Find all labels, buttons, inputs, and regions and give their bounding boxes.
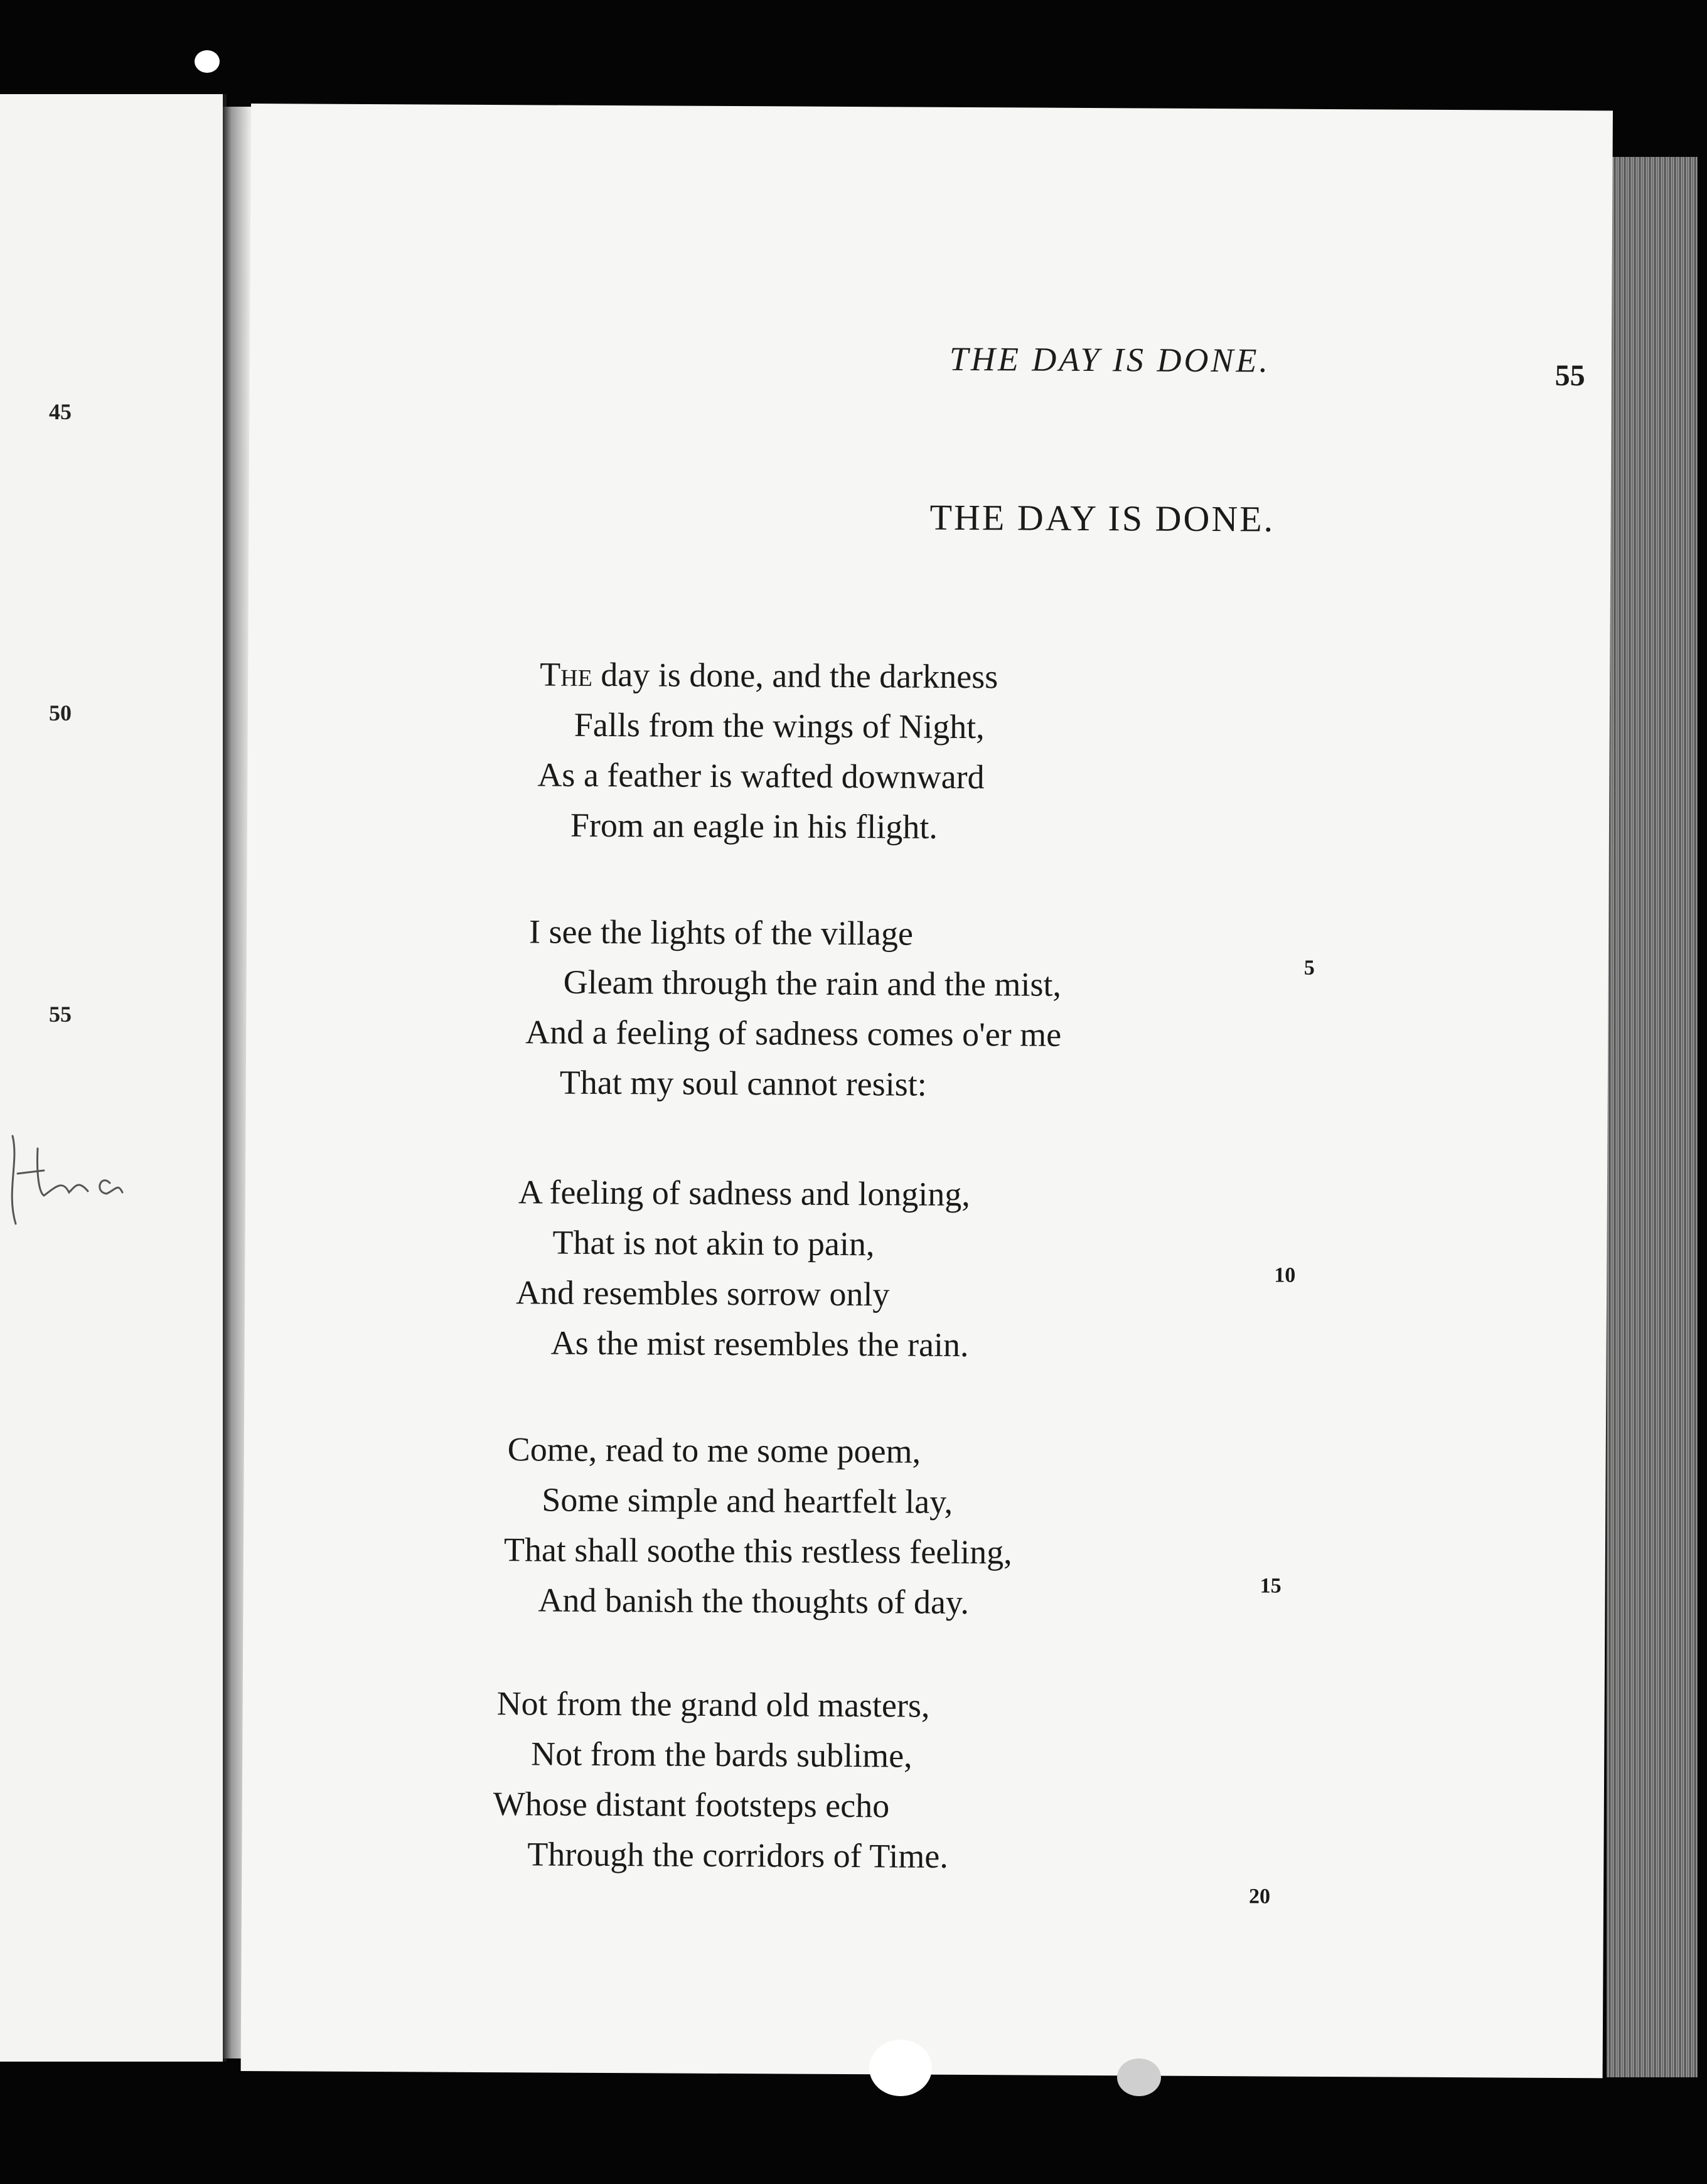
poem-line: Not from the grand old masters, — [496, 1684, 930, 1725]
poem-line: That my soul cannot resist: — [559, 1063, 927, 1103]
first-word: The — [540, 655, 593, 693]
line-number-15: 15 — [1260, 1574, 1282, 1598]
poem-line: Through the corridors of Time. — [527, 1835, 949, 1875]
poem-line: And resembles sorrow only — [515, 1273, 890, 1314]
poem-line: As a feather is wafted downward — [537, 756, 985, 796]
page-edges — [1607, 157, 1698, 2077]
poem-line: Come, read to me some poem, — [507, 1430, 921, 1470]
poem-line: That shall soothe this restless feeling, — [503, 1531, 1012, 1571]
poem-line: From an eagle in his flight. — [570, 806, 938, 846]
scan-speck — [869, 2040, 932, 2096]
left-margin-number-50: 50 — [49, 700, 72, 725]
handwritten-annotation — [0, 1123, 151, 1249]
poem-body — [241, 104, 1613, 2078]
poem-line: Not from the bards sublime, — [531, 1735, 912, 1775]
page-number: 55 — [1554, 358, 1585, 393]
scan-speck — [1117, 2058, 1161, 2096]
poem-line: The day is done, and the darkness — [540, 655, 998, 696]
poem-line: As the mist resembles the rain. — [550, 1324, 969, 1364]
poem-line: Some simple and heartfelt lay, — [542, 1480, 953, 1521]
running-head: THE DAY IS DONE. — [949, 340, 1271, 380]
poem-line: And banish the thoughts of day. — [538, 1581, 970, 1622]
line-number-10: 10 — [1274, 1263, 1296, 1287]
poem-line: Falls from the wings of Night, — [574, 705, 985, 746]
poem-line: A feeling of sadness and longing, — [518, 1173, 970, 1214]
line-number-5: 5 — [1303, 956, 1315, 980]
left-page — [0, 94, 227, 2062]
poem-line: Gleam through the rain and the mist, — [563, 963, 1062, 1004]
poem-line: That is not akin to pain, — [552, 1223, 875, 1263]
left-margin-number-45: 45 — [49, 399, 72, 424]
poem-line: I see the lights of the village — [528, 913, 914, 953]
line-number-20: 20 — [1248, 1885, 1271, 1908]
right-page — [241, 104, 1613, 2078]
left-margin-number-55: 55 — [49, 1002, 72, 1027]
scan-speck — [195, 50, 220, 73]
poem-line: Whose distant footsteps echo — [493, 1785, 890, 1825]
poem-line: And a feeling of sadness comes o'er me — [525, 1013, 1062, 1054]
poem-title: THE DAY IS DONE. — [929, 496, 1275, 540]
